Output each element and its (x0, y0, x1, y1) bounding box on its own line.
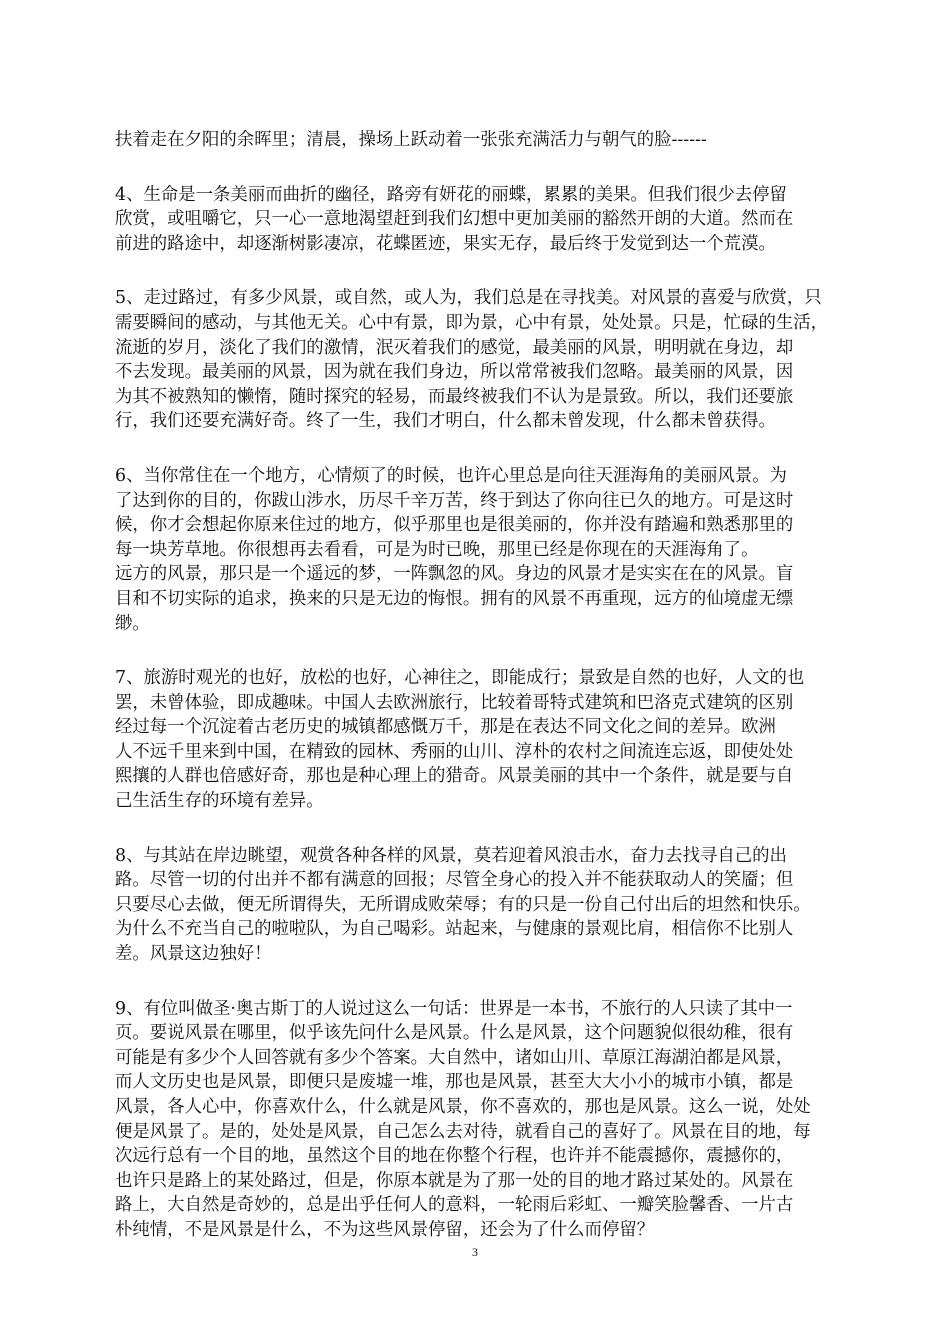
text-line: 需要瞬间的感动，与其他无关。心中有景，即为景，心中有景，处处景。只是，忙碌的生活， (115, 312, 829, 333)
text-line: 目和不切实际的追求，换来的只是无边的悔恨。拥有的风景不再重现，远方的仙境虚无缥 (115, 588, 794, 609)
text-line: 路上，大自然是奇妙的，总是出乎任何人的意料，一轮雨后彩虹、一瓣笑脸馨香、一片古 (115, 1195, 794, 1216)
text-line: 经过每一个沉淀着古老历史的城镇都感慨万千，那是在表达不同文化之间的差异。欧洲 (115, 717, 776, 738)
document-body (115, 128, 840, 1273)
text-line: 7、旅游时观光的也好，放松的也好，心神往之，即能成行；景致是自然的也好，人文的也 (115, 668, 805, 689)
text-line: 为其不被熟知的懒惰，随时探究的轻易，而最终被我们不认为是景致。所以，我们还要旅 (115, 386, 794, 407)
text-line: 页。要说风景在哪里，似乎该先问什么是风景。什么是风景，这个问题貌似很幼稚，很有 (115, 1023, 794, 1044)
paragraph-6 (115, 464, 840, 636)
text-line: 可能是有多少个人回答就有多少个答案。大自然中，诸如山川、草原江海湖泊都是风景， (115, 1047, 794, 1068)
text-line: 罢，未曾体验，即成趣味。中国人去欧洲旅行，比较着哥特式建筑和巴洛克式建筑的区别 (115, 692, 794, 713)
text-line: 远方的风景，那只是一个遥远的梦，一阵飘忽的风。身边的风景才是实实在在的风景。盲 (115, 564, 794, 585)
text-line: 缈。 (115, 613, 150, 634)
text-line: 差。风景这边独好！ (115, 944, 272, 965)
text-line: 只要尽心去做，便无所谓得失，无所谓成败荣辱；有的只是一份自己付出后的坦然和快乐。 (115, 894, 811, 915)
paragraph-5 (115, 286, 840, 434)
text-line: 次远行总有一个目的地，虽然这个目的地在你整个行程，也许并不能震撼你，震撼你的， (115, 1146, 794, 1167)
text-line: 也许只是路上的某处路过，但是，你原本就是为了那一处的目的地才路过某处的。风景在 (115, 1170, 794, 1191)
text-line: 行，我们还要充满好奇。终了一生，我们才明白，什么都未曾发现，什么都未曾获得。 (115, 411, 776, 432)
text-line: 而人文历史也是风景，即便只是废墟一堆，那也是风景，甚至大大小小的城市小镇，都是 (115, 1072, 794, 1093)
text-line: 不去发现。最美丽的风景，因为就在我们身边，所以常常被我们忽略。最美丽的风景，因 (115, 362, 794, 383)
text-line: 4、生命是一条美丽而曲折的幽径，路旁有妍花的丽蝶，累累的美果。但我们很少去停留 (115, 184, 787, 205)
text-line: 欣赏，或咀嚼它，只一心一意地渴望赶到我们幻想中更加美丽的豁然开朗的大道。然而在 (115, 209, 794, 230)
text-line: 熙攘的人群也倍感好奇，那也是种心理上的猎奇。风景美丽的其中一个条件，就是要与自 (115, 766, 794, 787)
page-number: 3 (472, 1245, 478, 1259)
text-line: 前进的路途中，却逐渐树影凄凉，花蝶匿迹，果实无存，最后终于发觉到达一个荒漠。 (115, 233, 776, 254)
text-line: 每一块芳草地。你很想再去看看，可是为时已晚，那里已经是你现在的天涯海角了。 (115, 539, 759, 560)
text-line: 流逝的岁月，淡化了我们的激情，泯灭着我们的感觉，最美丽的风景，明明就在身边，却 (115, 337, 794, 358)
text-line: 为什么不充当自己的啦啦队，为自己喝彩。站起来，与健康的景观比肩，相信你不比别人 (115, 919, 794, 940)
text-line: 便是风景了。是的，处处是风景，自己怎么去对待，就看自己的喜好了。风景在目的地，每 (115, 1121, 811, 1142)
text-line: 8、与其站在岸边眺望，观赏各种各样的风景，莫若迎着风浪击水，奋力去找寻自己的出 (115, 845, 787, 866)
paragraph-7 (115, 666, 840, 814)
text-line: 9、有位叫做圣·奥古斯丁的人说过这么一句话：世界是一本书，不旅行的人只读了其中一 (115, 998, 793, 1019)
text-line: 扶着走在夕阳的余晖里；清晨，操场上跃动着一张张充满活力与朝气的脸------ (115, 130, 707, 150)
text-line: 人不远千里来到中国，在精致的园林、秀丽的山川、淳朴的农村之间流连忘返，即使处处 (115, 741, 794, 762)
text-line: 候，你才会想起你原来住过的地方，似乎那里也是很美丽的，你并没有踏遍和熟悉那里的 (115, 515, 794, 536)
text-line: 5、走过路过，有多少风景，或自然，或人为，我们总是在寻找美。对风景的喜爱与欣赏，只 (115, 288, 822, 309)
text-line: 6、当你常住在一个地方，心情烦了的时候，也许心里总是向往天涯海角的美丽风景。为 (115, 465, 787, 486)
text-line: 路。尽管一切的付出并不都有满意的回报；尽管全身心的投入并不能获取动人的笑靥；但 (115, 870, 794, 891)
paragraph-8 (115, 844, 840, 967)
paragraph-continuation (115, 128, 840, 153)
paragraph-4 (115, 183, 840, 257)
text-line: 己生活生存的环境有差异。 (115, 791, 324, 812)
paragraph-9 (115, 997, 840, 1243)
text-line: 朴纯情，不是风景是什么，不为这些风景停留，还会为了什么而停留？ (115, 1219, 655, 1240)
text-line: 风景，各人心中，你喜欢什么，什么就是风景，你不喜欢的，那也是风景。这么一说，处处 (115, 1097, 811, 1117)
text-line: 了达到你的目的，你跋山涉水，历尽千辛万苦，终于到达了你向往已久的地方。可是这时 (115, 490, 794, 511)
